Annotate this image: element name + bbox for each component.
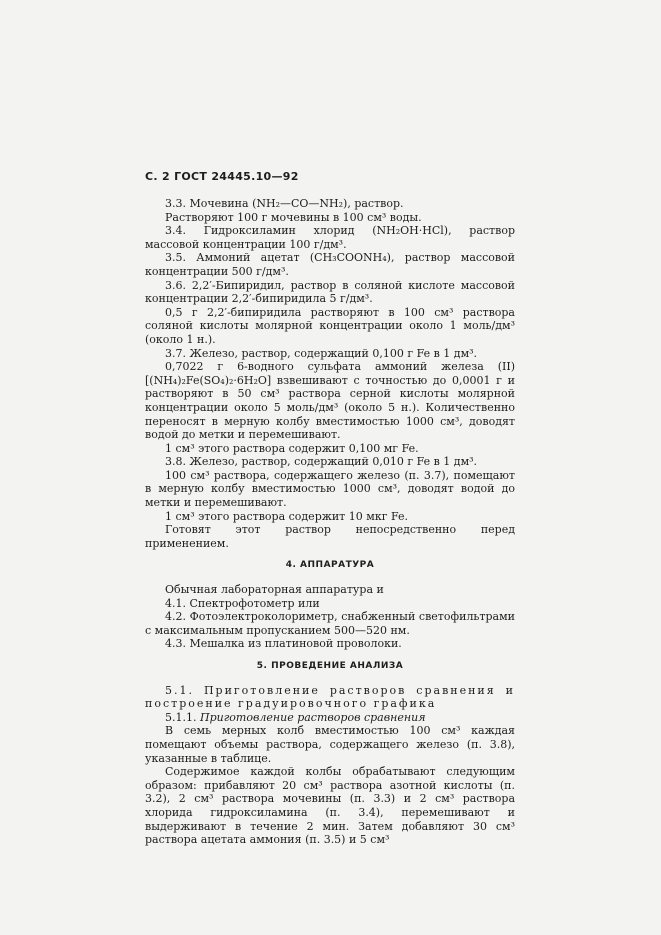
- paragraph-3-7: 3.7. Железо, раствор, содержащий 0,100 г Fe в 1 дм³.: [165, 346, 478, 360]
- paragraph: 0,7022 г 6-водного сульфата аммоний железа (II) [(NH₄)₂Fe(SO₄)₂·6H₂O] взвешивают с точностью до 0,0001 г и растворяют в 50 см³ раствора серной кислоты молярной концентрации около 5 моль/дм³ (около 5 н.). Количественно переносят в мерную колбу вместимостью 1000 см³, доводят водой до метки и перемешивают.: [145, 360, 515, 442]
- paragraph-3-5: 3.5. Аммоний ацетат (CH₃COONH₄), раствор массовой концентрации 500 г/дм³.: [145, 251, 515, 278]
- paragraph: Обычная лабораторная аппаратура и: [165, 583, 384, 597]
- paragraph-3-3: 3.3. Мочевина (NH₂—CO—NH₂), раствор.: [165, 197, 404, 210]
- paragraph: 0,5 г 2,2′-бипиридила растворяют в 100 см³ раствора соляной кислоты молярной концентрации около 1 моль/дм³ (около 1 н.).: [145, 305, 515, 346]
- paragraph: В семь мерных колб вместимостью 100 см³ каждая помещают объемы раствора, содержащего железо (п. 3.8), указанные в таблице.: [145, 724, 515, 765]
- subsection-5-1-1: [145, 711, 515, 725]
- subsection-title: Приготовление растворов сравнения: [200, 710, 426, 724]
- subsection-number: 5.1.1.: [165, 710, 197, 724]
- paragraph: Готовят этот раствор непосредственно перед применением.: [145, 523, 515, 550]
- paragraph: Растворяют 100 г мочевины в 100 см³ воды.: [165, 210, 422, 224]
- paragraph-4-2: 4.2. Фотоэлектроколориметр, снабженный светофильтрами с максимальным пропусканием 500—520 нм.: [145, 610, 515, 637]
- paragraph: Содержимое каждой колбы обрабатывают следующим образом: прибавляют 20 см³ раствора азотной кислоты (п. 3.2), 2 см³ раствора мочевины (п. 3.3) и 2 см³ раствора хлорида гидроксиламина (п. 3.4), перемешивают и выдерживают в течение 2 мин. Затем добавляют 30 см³ раствора ацетата аммония (п. 3.5) и 5 см³: [145, 765, 515, 847]
- document-body: [145, 197, 515, 847]
- page-header: С. 2 ГОСТ 24445.10—92: [145, 170, 299, 183]
- paragraph: 1 см³ этого раствора содержит 10 мкг Fe.: [165, 509, 408, 523]
- paragraph-3-8: 3.8. Железо, раствор, содержащий 0,010 г Fe в 1 дм³.: [165, 455, 478, 469]
- section-heading-analysis: 5. ПРОВЕДЕНИЕ АНАЛИЗА: [256, 661, 404, 671]
- subsection-5-1: 5.1. Приготовление растворов сравнения и построение градуировочного графика: [145, 683, 515, 711]
- paragraph: 1 см³ этого раствора содержит 0,100 мг Fe.: [165, 441, 419, 455]
- section-heading-apparatus: 4. АППАРАТУРА: [285, 560, 375, 571]
- paragraph-4-1: 4.1. Спектрофотометр или: [165, 596, 320, 610]
- paragraph-3-4: 3.4. Гидроксиламин хлорид (NH₂OH·HCl), раствор массовой концентрации 100 г/дм³.: [145, 224, 515, 251]
- paragraph-4-3: 4.3. Мешалка из платиновой проволоки.: [165, 637, 402, 651]
- paragraph-3-6: 3.6. 2,2′-Бипиридил, раствор в соляной кислоте массовой концентрации 2,2′-бипиридила 5 г/дм³.: [145, 278, 515, 306]
- paragraph: 100 см³ раствора, содержащего железо (п. 3.7), помещают в мерную колбу вместимостью 1000 см³, доводят водой до метки и перемешивают.: [145, 468, 515, 510]
